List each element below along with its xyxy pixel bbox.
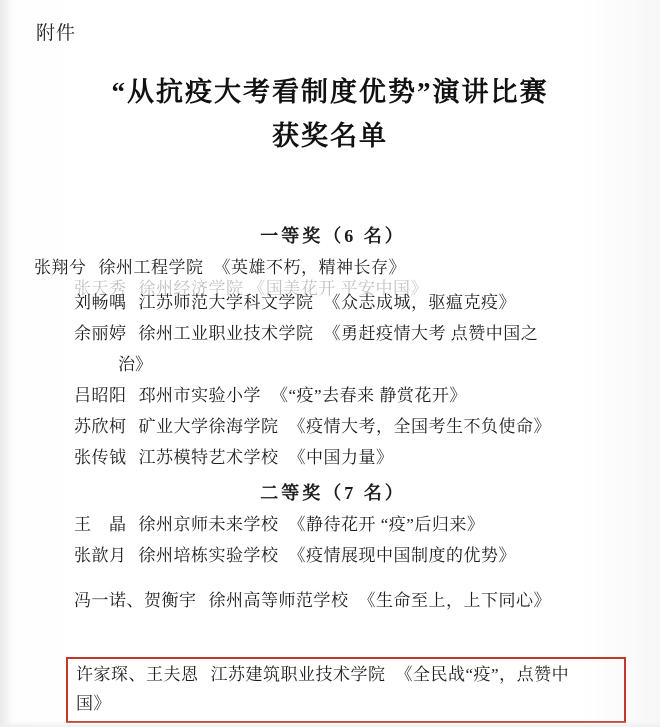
winner-work-continuation: 治》 <box>118 355 152 374</box>
title-line-2: 获奖名单 <box>272 121 388 151</box>
winner-org: 徐州高等师范学校 <box>208 591 349 610</box>
list-item <box>34 585 632 616</box>
page-bottom-shadow <box>0 721 660 727</box>
winner-name: 张歆月 <box>74 546 127 565</box>
title-line-1: “从抗疫大考看制度优势”演讲比赛 <box>111 77 549 107</box>
winner-work: 《疫情大考，全国考生不负使命》 <box>288 417 551 436</box>
winner-work: 《众志成城，驱瘟克疫》 <box>323 293 516 312</box>
list-item <box>76 660 620 689</box>
winner-work: 《生命至上，上下同心》 <box>358 591 551 610</box>
document-title <box>0 70 660 158</box>
winner-name: 刘畅喁 <box>74 293 127 312</box>
award-list <box>34 216 632 616</box>
winner-name: 张翔兮 <box>34 258 87 277</box>
list-item <box>34 380 632 411</box>
winner-org: 徐州京师未来学校 <box>138 515 279 534</box>
list-item <box>34 540 632 571</box>
winner-work: 《静待花开 “疫”后归来》 <box>288 515 485 534</box>
winner-org: 邳州市实验小学 <box>138 386 261 405</box>
winner-work-continuation: 国》 <box>76 694 111 713</box>
list-item <box>34 318 632 349</box>
winner-name: 余丽婷 <box>74 324 127 343</box>
winner-work: 《疫情展现中国制度的优势》 <box>288 546 516 565</box>
winner-name: 张天秀 <box>74 279 127 298</box>
winner-name: 冯一诺、贺衡宇 <box>74 591 197 610</box>
winner-work: 《勇赶疫情大考 点赞中国之 <box>323 324 539 343</box>
winner-work: 《中国力量》 <box>288 448 394 467</box>
winner-work-continuation-row <box>76 689 620 718</box>
winner-work: 《“疫”去春来 静赏花开》 <box>271 386 467 405</box>
winner-work: 《英雄不朽，精神长存》 <box>213 258 406 277</box>
winner-org: 江苏师范大学科文学院 <box>138 293 314 312</box>
list-item <box>34 442 632 473</box>
section-heading-second-prize: 二等奖（7 名） <box>260 483 406 503</box>
winner-name: 王 晶 <box>74 515 127 534</box>
winner-org: 徐州工业职业技术学院 <box>138 324 314 343</box>
highlighted-entry-group <box>76 660 620 718</box>
list-item <box>34 509 632 540</box>
winner-name: 苏欣柯 <box>74 417 127 436</box>
attachment-label: 附件 <box>36 23 77 44</box>
winner-name: 许家琛、王夫恩 <box>76 665 199 684</box>
winner-org: 江苏模特艺术学校 <box>138 448 279 467</box>
list-item-faded <box>34 273 632 298</box>
winner-work: 《全民战“疫”，点赞中 <box>395 665 570 684</box>
list-item <box>34 411 632 442</box>
spacer <box>34 571 632 585</box>
section-heading-first-prize: 一等奖（6 名） <box>260 226 406 246</box>
winner-name: 吕昭阳 <box>74 386 127 405</box>
winner-org: 江苏建筑职业技术学院 <box>210 665 386 684</box>
winner-org: 徐州工程学院 <box>98 258 204 277</box>
winner-name: 张传钺 <box>74 448 127 467</box>
winner-org: 矿业大学徐海学院 <box>138 417 279 436</box>
winner-org: 徐州培栋实验学校 <box>138 546 279 565</box>
winner-org: 徐州经济学院 《国美花开 平安中国》 <box>138 279 428 298</box>
